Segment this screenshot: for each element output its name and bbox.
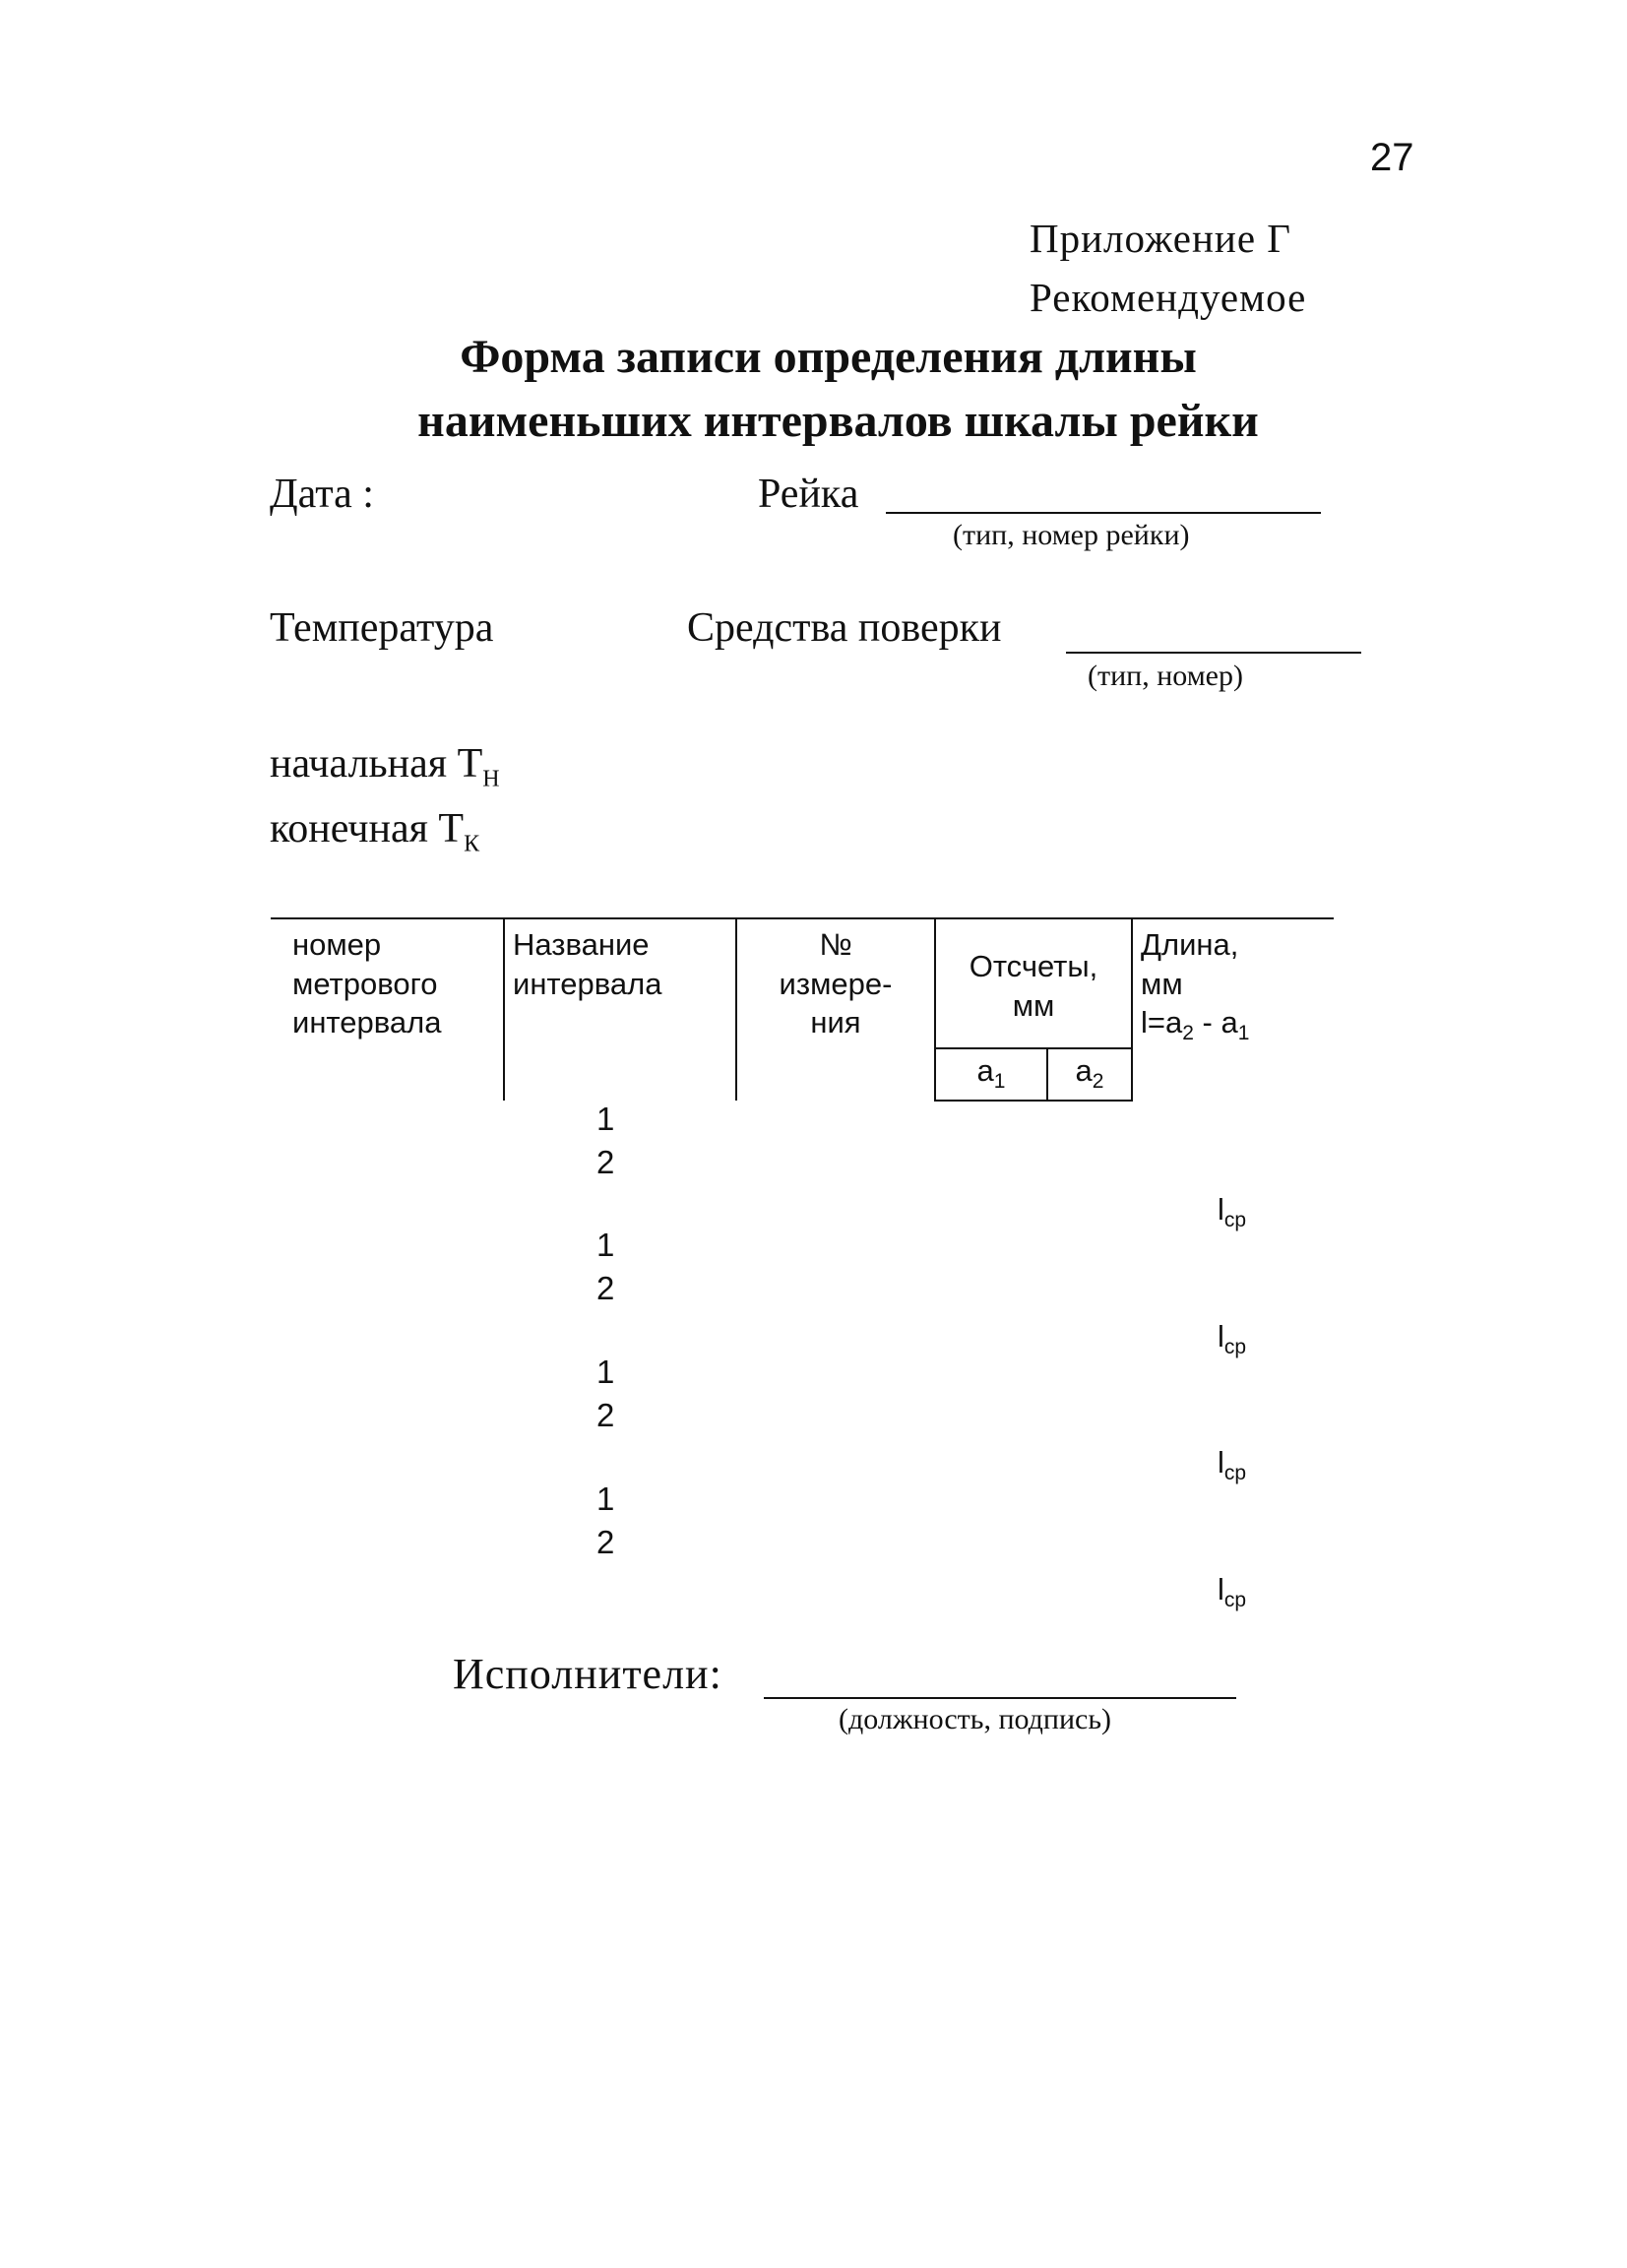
end-temperature-label: конечная $Т_К$ bbox=[270, 806, 480, 857]
col-length: Длина, мм $l=а_2 - а_1$ bbox=[1132, 918, 1334, 1101]
temperature-label: Температура bbox=[270, 605, 494, 651]
start-temperature-label: начальная $Т_Н$ bbox=[270, 741, 500, 792]
page-number: 27 bbox=[1370, 136, 1414, 179]
date-label: Дата : bbox=[270, 472, 374, 517]
appendix-label: Приложение Г bbox=[1030, 216, 1292, 261]
measurement-number: 1 bbox=[596, 1480, 615, 1517]
tools-hint: (тип, номер) bbox=[1088, 660, 1243, 692]
rail-fill-line[interactable] bbox=[886, 512, 1321, 514]
col-interval-name: Название интервала bbox=[504, 918, 736, 1101]
measurement-number: 2 bbox=[596, 1524, 615, 1560]
measurement-number: 1 bbox=[596, 1101, 615, 1137]
measurement-number: 2 bbox=[596, 1270, 615, 1306]
measurement-number: 2 bbox=[596, 1397, 615, 1433]
mean-length-label: $l_{ср}$ bbox=[1218, 1319, 1247, 1359]
verification-tools-label: Средства поверки bbox=[687, 605, 1002, 651]
performers-fill-line[interactable] bbox=[764, 1697, 1236, 1699]
mean-length-label: $l_{ср}$ bbox=[1218, 1572, 1247, 1612]
recommended-label: Рекомендуемое bbox=[1030, 275, 1307, 320]
col-meter-interval: номер метрового интервала bbox=[271, 918, 504, 1101]
form-title-line-1: Форма записи определения длины bbox=[460, 331, 1197, 383]
col-readings: Отсчеты, мм bbox=[935, 918, 1132, 1048]
form-title-line-2: наименьших интервалов шкалы рейки bbox=[417, 395, 1259, 447]
mean-length-label: $l_{ср}$ bbox=[1218, 1192, 1247, 1232]
measurement-table bbox=[271, 917, 1334, 1102]
measurement-number: 1 bbox=[596, 1354, 615, 1390]
mean-length-label: $l_{ср}$ bbox=[1218, 1445, 1247, 1485]
length-formula: $l=а_2 - а_1$ bbox=[1141, 1005, 1250, 1045]
measurement-number: 1 bbox=[596, 1227, 615, 1263]
performers-hint: (должность, подпись) bbox=[839, 1703, 1112, 1735]
tools-fill-line[interactable] bbox=[1066, 652, 1361, 654]
col-reading-a2: $а_2$ bbox=[1047, 1048, 1132, 1101]
measurement-number: 2 bbox=[596, 1144, 615, 1180]
performers-label: Исполнители: bbox=[453, 1650, 722, 1698]
rail-hint: (тип, номер рейки) bbox=[953, 519, 1190, 551]
col-measurement-number: № измере- ния bbox=[736, 918, 935, 1101]
col-reading-a1: $а_1$ bbox=[935, 1048, 1047, 1101]
rail-label: Рейка bbox=[758, 472, 859, 517]
